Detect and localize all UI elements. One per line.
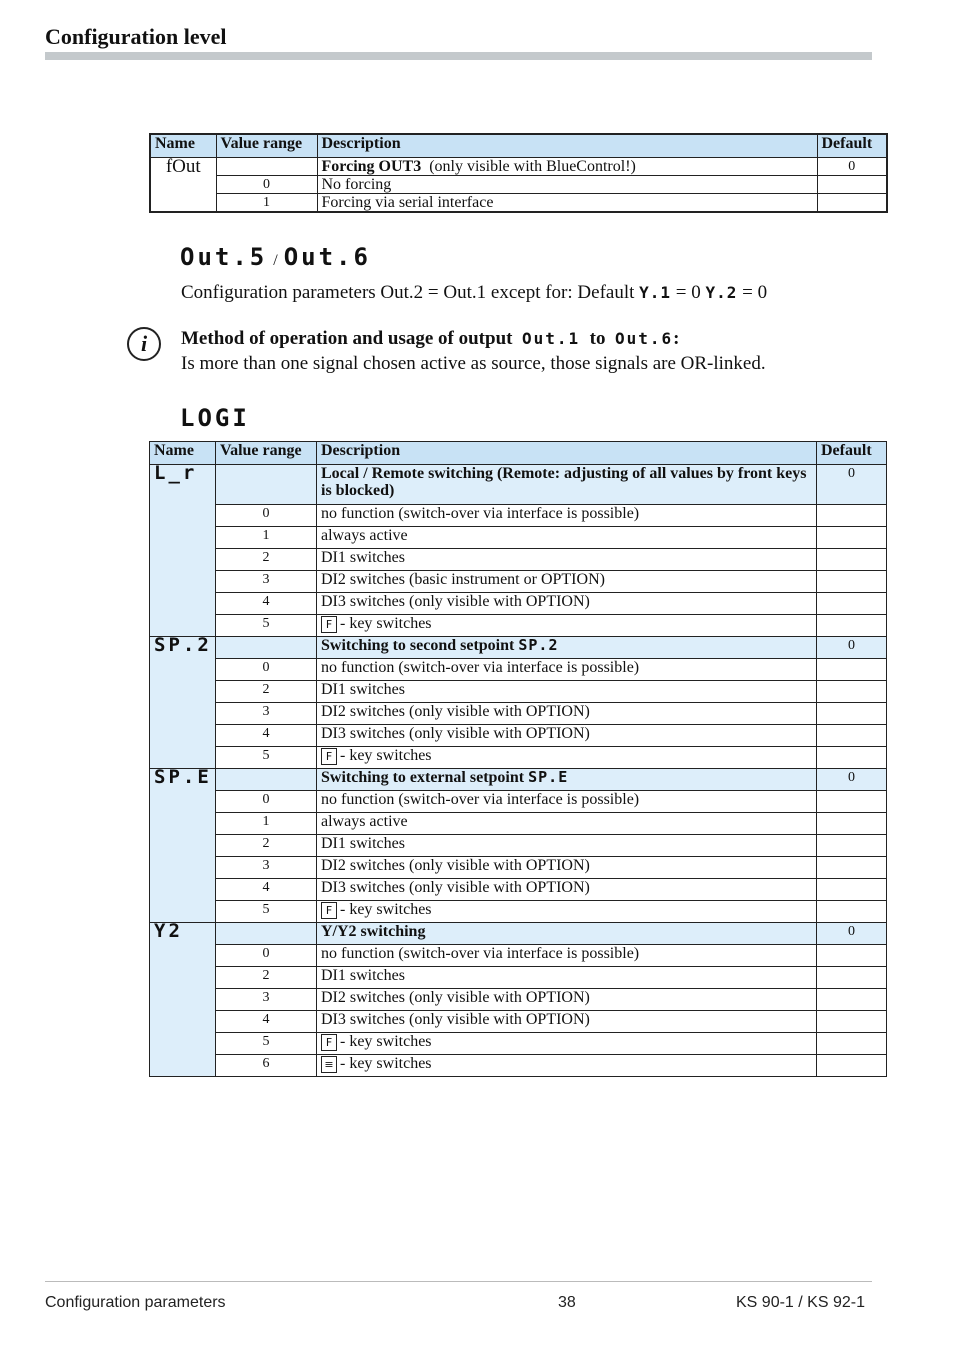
header-rule <box>45 52 872 60</box>
table-row: 3 DI2 switches (only visible with OPTION) <box>150 989 887 1011</box>
table-row <box>150 465 887 505</box>
table-row: 4 DI3 switches (only visible with OPTION) <box>150 725 887 747</box>
table-header-row <box>150 134 887 158</box>
param-title: Local / Remote switching (Remote: adjusting of all values by front keys is blocked) <box>317 465 817 505</box>
col-name: Name <box>150 442 216 465</box>
param-title: Forcing OUT3 (only visible with BlueControl!) <box>317 158 817 176</box>
table-row: 0 no function (switch-over via interface is possible) <box>150 945 887 967</box>
table-row: 0 no function (switch-over via interface is possible) <box>150 505 887 527</box>
param-name: SP.2 <box>150 637 216 769</box>
footer-right: KS 90-1 / KS 92-1 <box>736 1294 865 1311</box>
table-row <box>150 923 887 945</box>
param-name: SP.E <box>150 769 216 923</box>
param-default: 0 <box>817 465 887 505</box>
note-title: Method of operation and usage of output Out.1 to Out.6: <box>181 328 680 349</box>
footer-rule <box>45 1281 872 1282</box>
table-row <box>150 637 887 659</box>
note-text: Is more than one signal chosen active as source, those signals are OR-linked. <box>181 353 766 374</box>
param-name: fOut <box>150 158 216 213</box>
table-row: 0 no function (switch-over via interface is possible) <box>150 659 887 681</box>
out56-heading: Out.5 / Out.6 <box>180 243 371 271</box>
param-title: Y/Y2 switching <box>317 923 817 945</box>
param-name: Y2 <box>150 923 216 1077</box>
table-row: 3 DI2 switches (basic instrument or OPTION) <box>150 571 887 593</box>
logi-heading: LOGI <box>180 404 250 432</box>
col-name: Name <box>150 134 216 158</box>
table-row: 4 DI3 switches (only visible with OPTION) <box>150 1011 887 1033</box>
col-description: Description <box>317 442 817 465</box>
col-value-range: Value range <box>216 442 317 465</box>
table-row: 5 F - key switches <box>150 615 887 637</box>
key-icon: F <box>321 748 337 765</box>
table-row: 4 DI3 switches (only visible with OPTION) <box>150 593 887 615</box>
col-default: Default <box>817 442 887 465</box>
param-default: 0 <box>817 158 887 176</box>
col-description: Description <box>317 134 817 158</box>
table-row: 5 F - key switches <box>150 747 887 769</box>
table-row: 2 DI1 switches <box>150 681 887 703</box>
col-default: Default <box>817 134 887 158</box>
footer-left: Configuration parameters <box>45 1294 226 1311</box>
key-icon: F <box>321 902 337 919</box>
param-name: L_r <box>150 465 216 637</box>
table-row: 4 DI3 switches (only visible with OPTION) <box>150 879 887 901</box>
col-value-range: Value range <box>216 134 317 158</box>
param-default: 0 <box>817 769 887 791</box>
table-row: 2 DI1 switches <box>150 549 887 571</box>
table-row: 2 DI1 switches <box>150 967 887 989</box>
table-row <box>150 158 887 176</box>
fout-table <box>149 133 888 213</box>
page-number: 38 <box>558 1294 576 1311</box>
table-row: 3 DI2 switches (only visible with OPTION) <box>150 857 887 879</box>
table-row: 6 ≡ - key switches <box>150 1055 887 1077</box>
param-title: Switching to second setpoint SP.2 <box>317 637 817 659</box>
table-row: 3 DI2 switches (only visible with OPTION) <box>150 703 887 725</box>
info-icon: i <box>127 327 161 361</box>
table-row: 5 F - key switches <box>150 1033 887 1055</box>
table-row: 1 Forcing via serial interface <box>150 194 887 213</box>
key-icon: F <box>321 1034 337 1051</box>
page-header-title: Configuration level <box>45 24 227 49</box>
param-default: 0 <box>817 923 887 945</box>
table-row: 5 F - key switches <box>150 901 887 923</box>
param-title: Switching to external setpoint SP.E <box>317 769 817 791</box>
key-icon: ≡ <box>321 1056 337 1073</box>
param-default: 0 <box>817 637 887 659</box>
table-row: 1 always active <box>150 527 887 549</box>
table-row: 2 DI1 switches <box>150 835 887 857</box>
table-header-row <box>150 442 887 465</box>
table-row: 0 No forcing <box>150 176 887 194</box>
logi-table <box>149 441 887 1077</box>
table-row: 1 always active <box>150 813 887 835</box>
table-row <box>150 769 887 791</box>
out56-description: Configuration parameters Out.2 = Out.1 except for: Default Y.1 = 0 Y.2 = 0 <box>181 282 768 303</box>
table-row: 0 no function (switch-over via interface is possible) <box>150 791 887 813</box>
key-icon: F <box>321 616 337 633</box>
